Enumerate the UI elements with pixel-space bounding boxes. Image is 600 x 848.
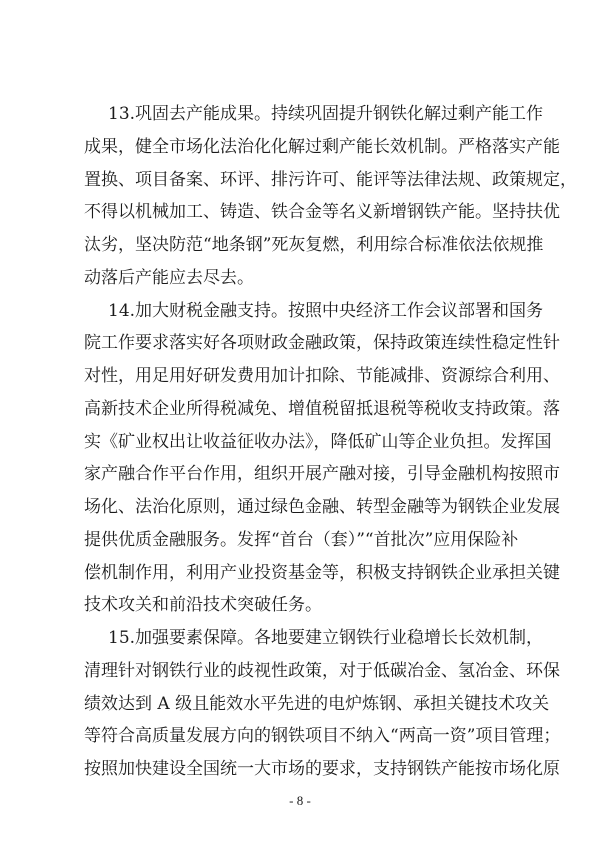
paragraph-15-line-5: 按照加快建设全国统一大市场的要求，支持钢铁产能按市场化原 [84, 759, 560, 779]
paragraph-14-line-5: 实《矿业权出让收益征收办法》，降低矿山等企业负担。发挥国 [84, 431, 552, 452]
paragraph-14-line-10: 技术攻关和前沿技术突破任务。 [84, 595, 322, 616]
paragraph-13-line-6: 动落后产能应去尽去。 [84, 267, 254, 288]
paragraph-13-line-1: 13.巩固去产能成果。持续巩固提升钢铁化解过剩产能工作 [108, 104, 544, 124]
paragraph-14-line-1: 14.加大财税金融支持。按照中央经济工作会议部署和国务 [108, 300, 544, 321]
paragraph-13-line-3: 置换、项目备案、环评、排污许可、能评等法律法规、政策规定， [84, 169, 577, 190]
page-number: - 8 - [289, 793, 311, 808]
paragraph-14-line-3: 对性，用足用好研发费用加计扣除、节能减排、资源综合利用、 [84, 366, 560, 386]
paragraph-14-line-9: 偿机制作用，利用产业投资基金等，积极支持钢铁企业承担关键 [84, 562, 560, 583]
paragraph-13-line-5: 汰劣，坚决防范“地条钢”死灰复燃，利用综合标准依法依规推 [84, 235, 544, 255]
paragraph-13-line-2: 成果，健全市场化法治化化解过剩产能长效机制。严格落实产能 [84, 136, 560, 157]
paragraph-14-line-8: 提供优质金融服务。发挥“首台（套）”“首批次”应用保险补 [84, 529, 519, 550]
paragraph-14-line-6: 家产融合作平台作用，组织开展产融对接，引导金融机构按照市 [84, 464, 560, 485]
paragraph-15-line-2: 清理针对钢铁行业的歧视性政策，对于低碳冶金、氢冶金、环保 [84, 660, 560, 681]
paragraph-15-line-1: 15.加强要素保障。各地要建立钢铁行业稳增长长效机制， [108, 628, 544, 648]
paragraph-14-line-2: 院工作要求落实好各项财政金融政策，保持政策连续性稳定性针 [84, 333, 560, 354]
paragraph-14-line-4: 高新技术企业所得税减免、增值税留抵退税等税收支持政策。落 [84, 398, 560, 419]
paragraph-15-line-3: 绩效达到 A 级且能效水平先进的电炉炼钢、承担关键技术攻关 [84, 693, 550, 714]
paragraph-15-line-4: 等符合高质量发展方向的钢铁项目不纳入“两高一资”项目管理； [84, 726, 561, 747]
paragraph-13-line-4: 不得以机械加工、铸造、铁合金等名义新增钢铁产能。坚持扶优 [84, 202, 560, 223]
paragraph-14-line-7: 场化、法治化原则，通过绿色金融、转型金融等为钢铁企业发展 [84, 497, 560, 517]
